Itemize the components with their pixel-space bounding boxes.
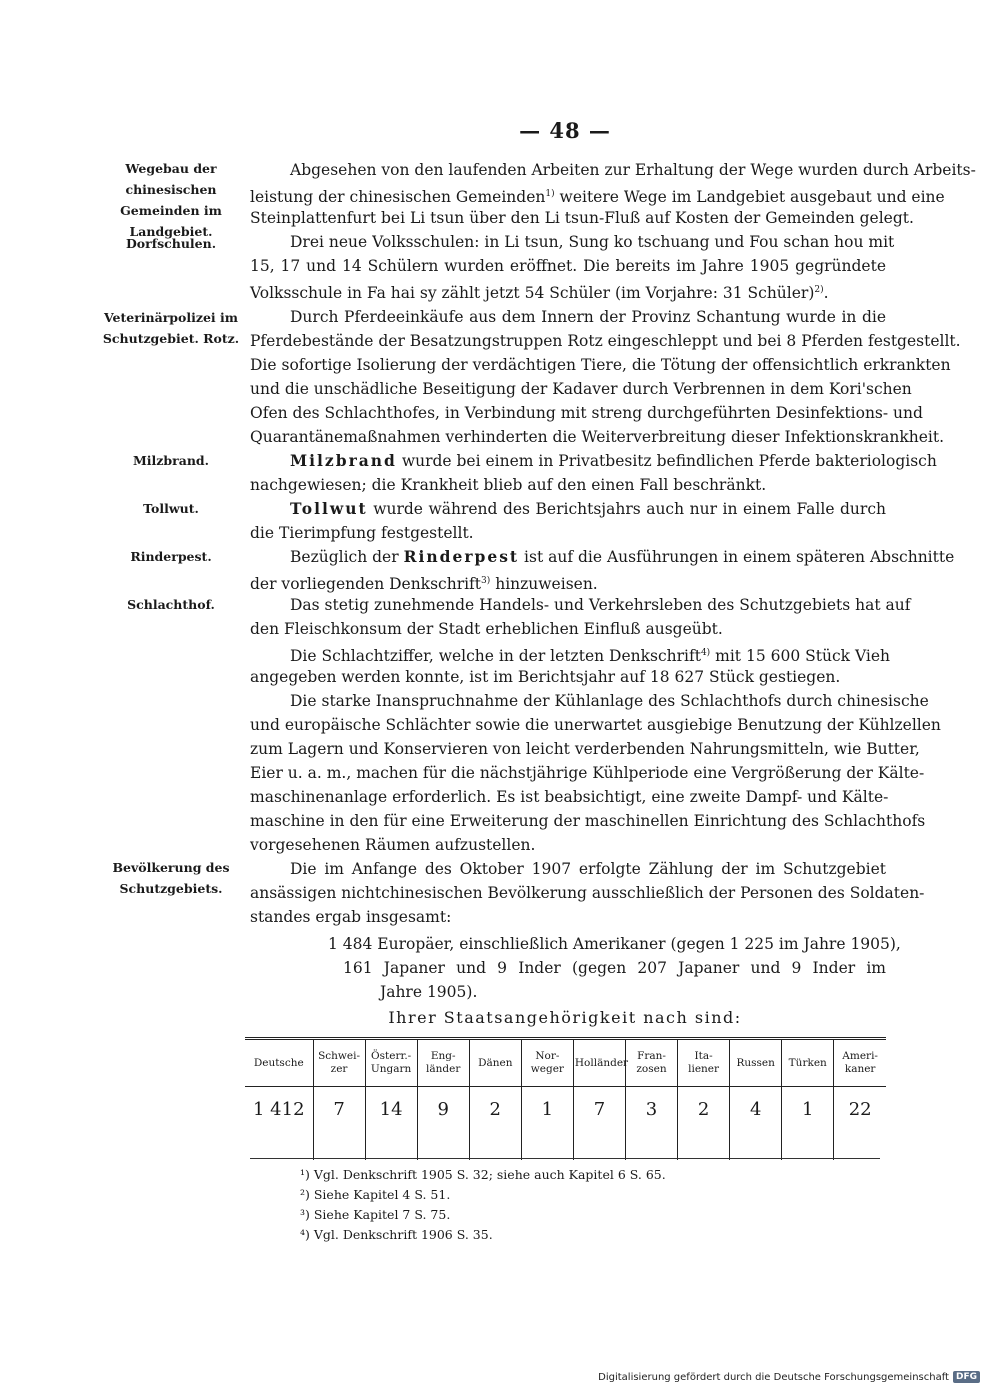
body-line: Volksschule in Fa hai sy zählt jetzt 54 Schüler (im Vorjahre: 31 Schüler)$^{2)}$. xyxy=(250,284,829,303)
table-cell: 22 xyxy=(834,1087,886,1161)
table-header: Deutsche xyxy=(245,1039,313,1087)
body-line: maschinenanlage erforderlich. Es ist beabsichtigt, eine zweite Dampf- und Kälte- xyxy=(250,788,889,806)
margin-note-rinderpest: Rinderpest. xyxy=(130,549,212,564)
table-cell: 3 xyxy=(625,1087,677,1161)
table-cell: 2 xyxy=(469,1087,521,1161)
margin-note-tollwut: Tollwut. xyxy=(143,501,199,516)
table-cell: 4 xyxy=(730,1087,782,1161)
body-line: Die starke Inanspruchnahme der Kühlanlage des Schlachthofs durch chinesische xyxy=(290,692,929,710)
margin-note-veterinaer: Veterinärpolizei im Schutzgebiet. Rotz. xyxy=(102,310,240,346)
body-line: angegeben werden konnte, ist im Berichtsjahr auf 18 627 Stück gestiegen. xyxy=(250,668,841,686)
margin-note-dorfschulen: Dorfschulen. xyxy=(125,236,217,251)
table-header: Russen xyxy=(730,1039,782,1087)
table-header: Dänen xyxy=(469,1039,521,1087)
table-header-row xyxy=(245,1039,886,1087)
table-cell: 2 xyxy=(678,1087,730,1161)
footnote-divider xyxy=(250,1158,880,1159)
footnote: ¹) Vgl. Denkschrift 1905 S. 32; siehe auch Kapitel 6 S. 65. xyxy=(300,1167,666,1182)
margin-note-schlachthof: Schlachthof. xyxy=(127,597,215,612)
margin-note-wegebau: Wegebau der chinesischen Gemeinden im Landgebiet. xyxy=(120,161,222,239)
body-line: Bezüglich der Rinderpest ist auf die Ausführungen in einem späteren Abschnitte xyxy=(290,547,955,566)
table-cell: 1 xyxy=(782,1087,834,1161)
body-line: Die sofortige Isolierung der verdächtigen Tiere, die Tötung der offensichtlich erkrankten xyxy=(250,356,951,374)
body-line: nachgewiesen; die Krankheit blieb auf den einen Fall beschränkt. xyxy=(250,476,767,494)
footnote: ³) Siehe Kapitel 7 S. 75. xyxy=(300,1207,451,1222)
body-line: Die Schlachtziffer, welche in der letzten Denkschrift$^{4)}$ mit 15 600 Stück Vieh xyxy=(290,647,890,666)
body-line: Drei neue Volksschulen: in Li tsun, Sung ko tschuang und Fou schan hou mit xyxy=(290,233,895,251)
body-line: und die unschädliche Beseitigung der Kadaver durch Verbrennen in dem Kori'schen xyxy=(250,380,912,398)
page-number: — 48 — xyxy=(519,118,611,143)
table-header: Ita-liener xyxy=(678,1039,730,1087)
body-line: zum Lagern und Konservieren von leicht verderbenden Nahrungsmitteln, wie Butter, xyxy=(250,740,920,758)
table-cell: 9 xyxy=(417,1087,469,1161)
table-cell: 7 xyxy=(313,1087,365,1161)
body-line: Durch Pferdeeinkäufe aus dem Innern der Provinz Schantung wurde in die xyxy=(290,308,886,326)
body-line: vorgesehenen Räumen aufzustellen. xyxy=(250,836,536,854)
body-line: Abgesehen von den laufenden Arbeiten zur Erhaltung der Wege wurden durch Arbeits- xyxy=(290,161,976,179)
dfg-logo-icon: DFG xyxy=(953,1371,980,1383)
digitization-credit xyxy=(598,1371,980,1383)
footnote: ²) Siehe Kapitel 4 S. 51. xyxy=(300,1187,451,1202)
table-cell: 14 xyxy=(365,1087,417,1161)
body-line: leistung der chinesischen Gemeinden$^{1)}$ weitere Wege im Landgebiet ausgebaut und eine xyxy=(250,188,945,207)
body-line: Steinplattenfurt bei Li tsun über den Li tsun-Fluß auf Kosten der Gemeinden gelegt. xyxy=(250,209,914,227)
table-header: Fran-zosen xyxy=(625,1039,677,1087)
table-header: Ameri-kaner xyxy=(834,1039,886,1087)
body-line: 15, 17 und 14 Schülern wurden eröffnet. Die bereits im Jahre 1905 gegründete xyxy=(250,257,886,275)
margin-note-milzbrand: Milzbrand. xyxy=(132,453,210,468)
credit-text: Digitalisierung gefördert durch die Deutsche Forschungsgemeinschaft xyxy=(598,1371,949,1383)
table-header: Schwei-zer xyxy=(313,1039,365,1087)
body-line: Eier u. a. m., machen für die nächstjährige Kühlperiode eine Vergrößerung der Kälte- xyxy=(250,764,925,782)
body-line: standes ergab insgesamt: xyxy=(250,908,452,926)
body-line: Das stetig zunehmende Handels- und Verkehrsleben des Schutzgebiets hat auf xyxy=(290,596,911,614)
table-header: Österr.-Ungarn xyxy=(365,1039,417,1087)
margin-note-bevoelkerung: Bevölkerung des Schutzgebiets. xyxy=(112,860,230,896)
nationality-table xyxy=(245,1037,886,1160)
population-line: 161 Japaner und 9 Inder (gegen 207 Japaner und 9 Inder im xyxy=(343,959,886,977)
body-line: und europäische Schlächter sowie die unerwartet ausgiebige Benutzung der Kühlzellen xyxy=(250,716,941,734)
body-line: den Fleischkonsum der Stadt erheblichen Einfluß ausgeübt. xyxy=(250,620,723,638)
body-line: der vorliegenden Denkschrift$^{3)}$ hinzuweisen. xyxy=(250,575,598,594)
body-line: Pferdebestände der Besatzungstruppen Rotz eingeschleppt und bei 8 Pferden festgestellt. xyxy=(250,332,961,350)
table-header: Eng-länder xyxy=(417,1039,469,1087)
body-line: Die im Anfange des Oktober 1907 erfolgte Zählung der im Schutzgebiet xyxy=(290,860,886,878)
table-header: Holländer xyxy=(573,1039,625,1087)
body-line: Ofen des Schlachthofes, in Verbindung mit streng durchgeführten Desinfektions- und xyxy=(250,404,923,422)
table-cell: 1 412 xyxy=(252,1099,305,1120)
table-cell: 1 xyxy=(521,1087,573,1161)
body-line: Milzbrand wurde bei einem in Privatbesitz befindlichen Pferde bakteriologisch xyxy=(290,451,937,470)
body-line: Quarantänemaßnahmen verhinderten die Weiterverbreitung dieser Infektionskrankheit. xyxy=(250,428,945,446)
footnote: ⁴) Vgl. Denkschrift 1906 S. 35. xyxy=(300,1227,493,1242)
table-cell: 7 xyxy=(573,1087,625,1161)
table-header: Türken xyxy=(782,1039,834,1087)
table-header: Nor-weger xyxy=(521,1039,573,1087)
body-line: Tollwut wurde während des Berichtsjahrs auch nur in einem Falle durch xyxy=(290,499,886,518)
population-line: 1 484 Europäer, einschließlich Amerikaner (gegen 1 225 im Jahre 1905), xyxy=(328,935,901,953)
population-line: Jahre 1905). xyxy=(380,983,478,1001)
body-line: die Tierimpfung festgestellt. xyxy=(250,524,474,542)
table-caption: Ihrer Staatsangehörigkeit nach sind: xyxy=(388,1008,742,1027)
body-line: ansässigen nichtchinesischen Bevölkerung ausschließlich der Personen des Soldaten- xyxy=(250,884,925,902)
table-row xyxy=(245,1087,886,1161)
body-line: maschine in den für eine Erweiterung der maschinellen Einrichtung des Schlachthofs xyxy=(250,812,926,830)
